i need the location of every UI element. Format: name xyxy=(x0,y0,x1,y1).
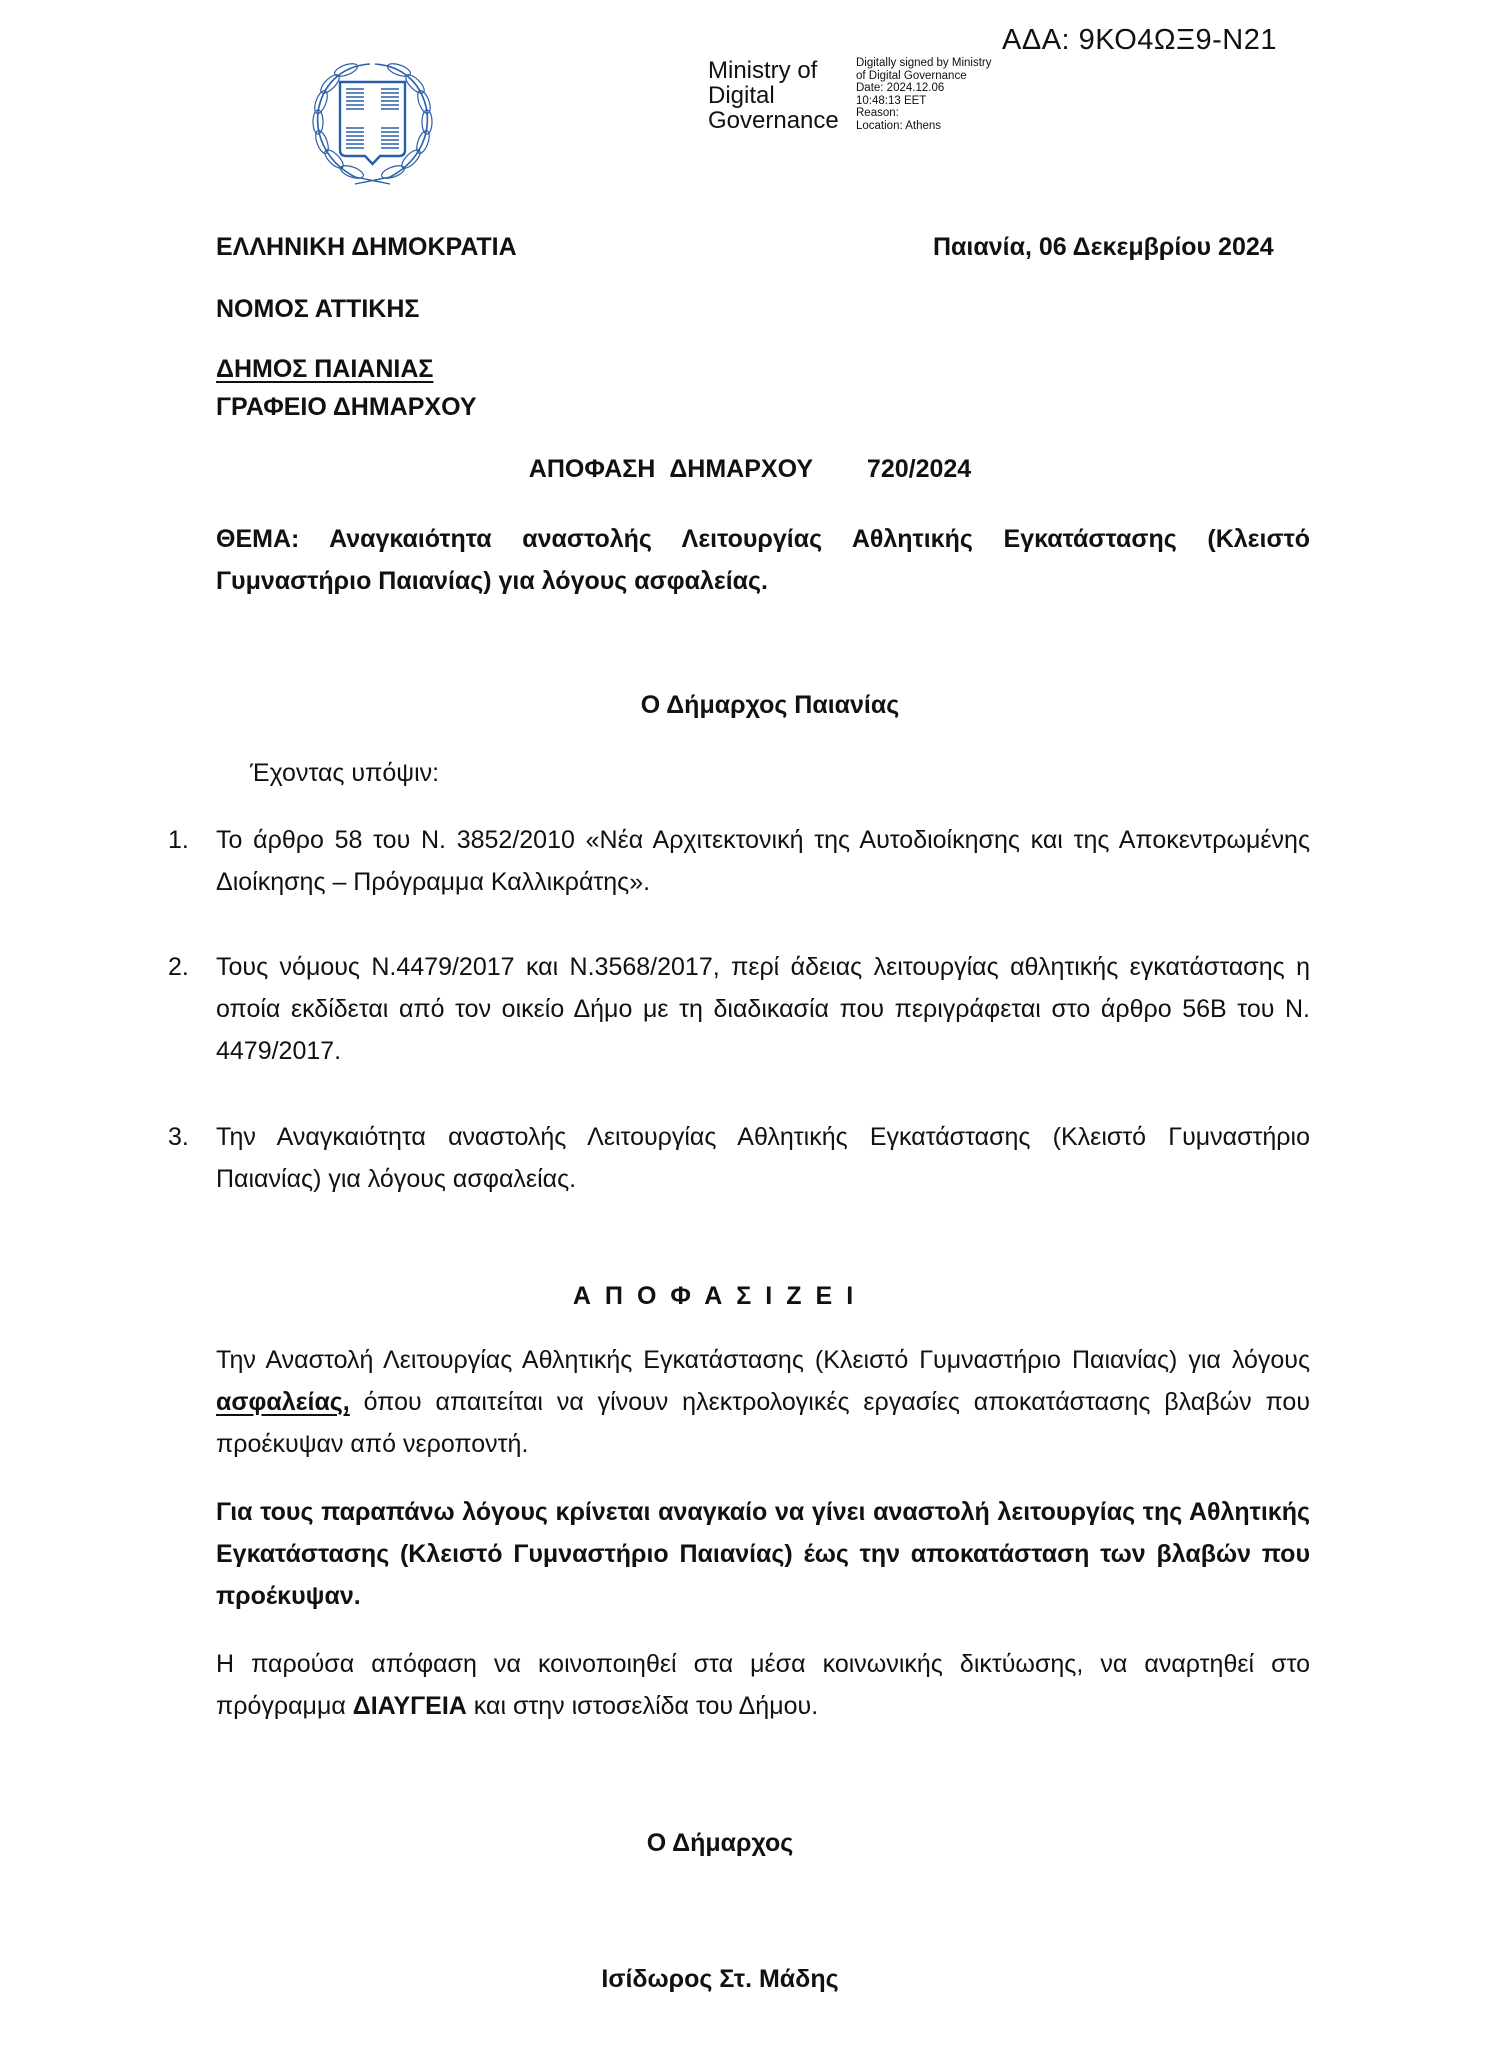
decision-number: 720/2024 xyxy=(866,455,972,483)
consideration-item xyxy=(168,946,1310,1072)
signature-issuer-line: Governance xyxy=(708,107,839,134)
reasoning-paragraph: Για τους παραπάνω λόγους κρίνεται αναγκαίο να γίνει αναστολή λειτουργίας της Αθλητικής Εγκατάστασης (Κλειστό Γυμναστήριο Παιανίας) έως την αποκατάσταση των βλαβών που προέκυψαν. xyxy=(216,1498,1310,1610)
municipality-heading: ΔΗΜΟΣ ΠΑΙΑΝΙΑΣ xyxy=(216,355,434,383)
list-number: 3. xyxy=(168,1123,189,1151)
prefecture-heading: ΝΟΜΟΣ ΑΤΤΙΚΗΣ xyxy=(216,295,420,323)
signature-detail-line: of Digital Governance xyxy=(856,69,967,82)
signature-detail-line: Location: Athens xyxy=(856,119,942,132)
emphasis-text: ΔΙΑΥΓΕΙΑ xyxy=(352,1692,467,1720)
signer-name: Ισίδωρος Στ. Μάδης xyxy=(601,1965,839,1993)
consideration-item xyxy=(168,819,1310,903)
mayor-heading: Ο Δήμαρχος Παιανίας xyxy=(640,691,900,719)
publication-paragraph xyxy=(216,1643,1310,1727)
list-text: Το άρθρο 58 του Ν. 3852/2010 «Νέα Αρχιτεκτονική της Αυτοδιοίκησης και της Αποκεντρωμένης Διοίκησης – Πρόγραμμα Καλλικράτης». xyxy=(216,826,1310,896)
signoff-role: Ο Δήμαρχος xyxy=(646,1829,794,1857)
signature-issuer-line: Digital xyxy=(708,82,775,109)
signature-issuer-line: Ministry of xyxy=(708,57,818,84)
digital-signature-details xyxy=(856,57,992,132)
list-number: 2. xyxy=(168,953,189,981)
ada-code: ΑΔΑ: 9ΚΟ4ΩΞ9-Ν21 xyxy=(1002,24,1277,56)
subject xyxy=(216,518,1310,602)
subject-label: ΘΕΜΑ: xyxy=(216,525,300,553)
considering-label: Έχοντας υπόψιν: xyxy=(250,759,440,787)
decision-paragraph xyxy=(216,1339,1310,1465)
decision-title-label: ΑΠΟΦΑΣΗ ΔΗΜΑΡΧΟΥ xyxy=(528,455,814,483)
subject-text: Αναγκαιότητα αναστολής Λειτουργίας Αθλητικής Εγκατάστασης (Κλειστό Γυμναστήριο Παιανίας) για λόγους ασφαλείας. xyxy=(216,525,1310,595)
greek-coat-of-arms-icon xyxy=(300,52,445,192)
place-date: Παιανία, 06 Δεκεμβρίου 2024 xyxy=(933,233,1274,261)
paragraph-text: και στην ιστοσελίδα του Δήμου. xyxy=(466,1692,819,1720)
signature-detail-line: 10:48:13 EET xyxy=(856,94,927,107)
office-heading: ΓΡΑΦΕΙΟ ΔΗΜΑΡΧΟΥ xyxy=(216,393,477,421)
paragraph-text: όπου απαιτείται να γίνουν ηλεκτρολογικές εργασίες αποκατάστασης βλαβών που προέκυψαν από νεροποντή. xyxy=(216,1388,1310,1458)
republic-heading: ΕΛΛΗΝΙΚΗ ΔΗΜΟΚΡΑΤΙΑ xyxy=(216,233,517,261)
paragraph-text: Η παρούσα απόφαση να κοινοποιηθεί στα μέσα κοινωνικής δικτύωσης, να αναρτηθεί στο πρόγραμμα xyxy=(216,1650,1310,1720)
signature-issuer xyxy=(708,58,839,133)
decision-title xyxy=(0,448,1500,490)
consideration-item xyxy=(168,1116,1310,1200)
signature-detail-line: Reason: xyxy=(856,107,899,119)
signature-detail-line: Digitally signed by Ministry xyxy=(856,57,992,69)
emphasis-text: ασφαλείας, xyxy=(216,1388,350,1416)
decides-heading: ΑΠΟΦΑΣΙΖΕΙ xyxy=(572,1282,868,1310)
signature-detail-line: Date: 2024.12.06 xyxy=(856,82,945,94)
list-text: Τους νόμους Ν.4479/2017 και Ν.3568/2017, περί άδειας λειτουργίας αθλητικής εγκατάστασης η οποία εκδίδεται από τον οικείο Δήμο με τη διαδικασία που περιγράφεται στο άρθρο 56Β του Ν. 4479/2017. xyxy=(216,953,1310,1065)
list-number: 1. xyxy=(168,826,189,854)
list-text: Την Αναγκαιότητα αναστολής Λειτουργίας Αθλητικής Εγκατάστασης (Κλειστό Γυμναστήριο Παιανίας) για λόγους ασφαλείας. xyxy=(216,1123,1310,1193)
paragraph-text: Την Αναστολή Λειτουργίας Αθλητικής Εγκατάστασης (Κλειστό Γυμναστήριο Παιανίας) για λόγους xyxy=(216,1346,1310,1374)
